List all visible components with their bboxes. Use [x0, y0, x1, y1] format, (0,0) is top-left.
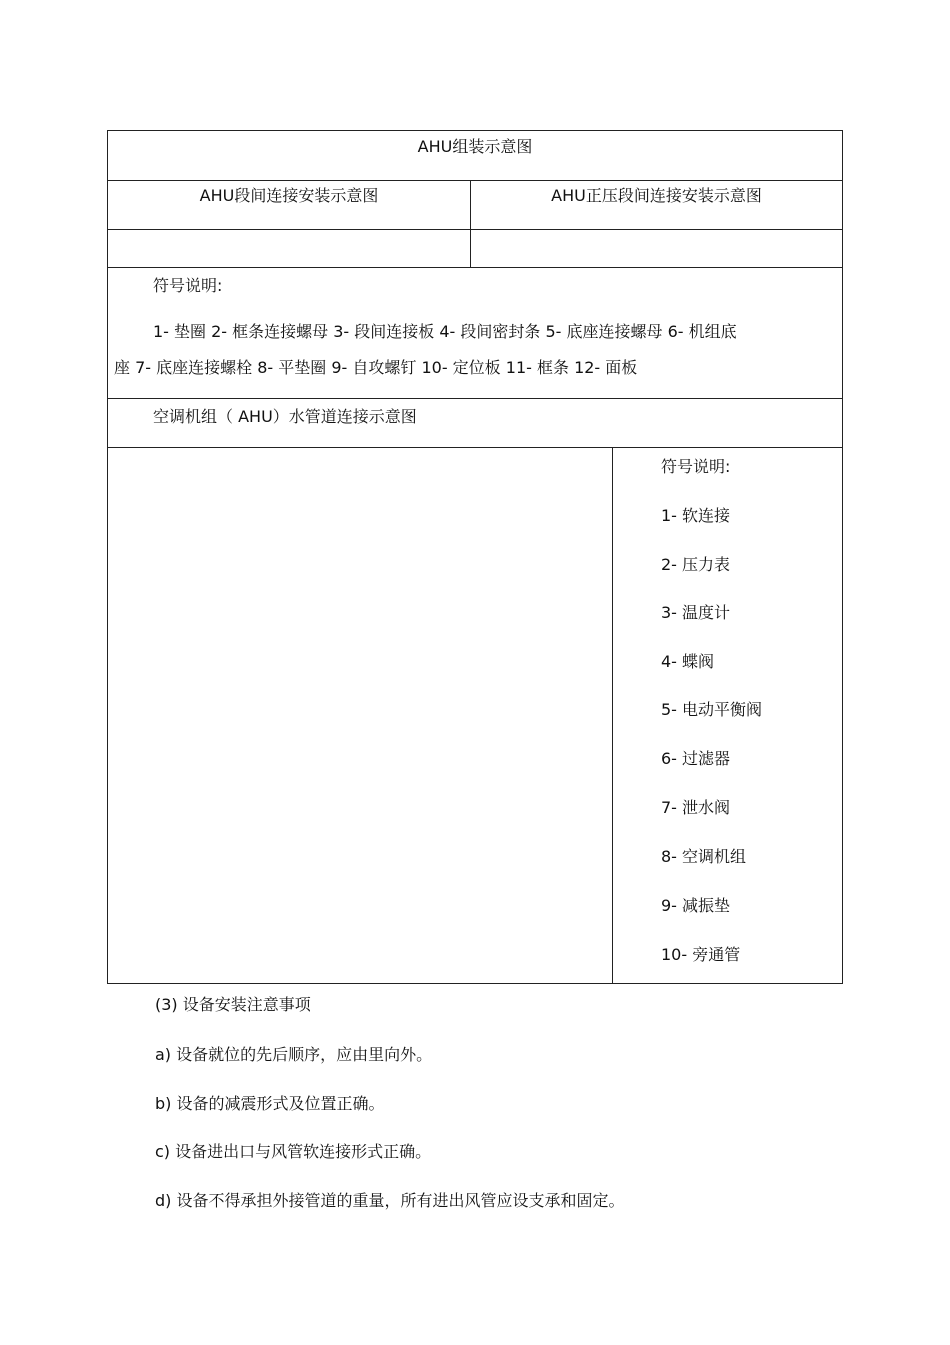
legend-item: 3- 温度计 — [661, 603, 731, 622]
legend-item: 2- 压力表 — [661, 555, 731, 574]
left-subtitle: AHU段间连接安装示意图 — [199, 186, 379, 205]
symbols-line-2: 座 7- 底座连接螺栓 8- 平垫圈 9- 自攻螺钉 10- 定位板 11- 框条 12- 面板 — [114, 358, 638, 377]
symbols-heading: 符号说明: — [153, 276, 223, 295]
symbols-line-1: 1- 垫圈 2- 框条连接螺母 3- 段间连接板 4- 段间密封条 5- 底座连接螺母 6- 机组底 — [153, 322, 737, 341]
note-item: a) 设备就位的先后顺序，应由里向外。 — [155, 1045, 433, 1064]
row-divider — [108, 398, 842, 399]
note-item: c) 设备进出口与风管软连接形式正确。 — [155, 1142, 432, 1161]
legend-item: 9- 减振垫 — [661, 896, 731, 915]
legend-item: 7- 泄水阀 — [661, 798, 731, 817]
row-divider — [108, 267, 842, 268]
legend-item: 8- 空调机组 — [661, 847, 747, 866]
note-item: d) 设备不得承担外接管道的重量，所有进出风管应设支承和固定。 — [155, 1191, 625, 1210]
legend-item: 4- 蝶阀 — [661, 652, 715, 671]
row-divider — [108, 447, 842, 448]
assembly-title: AHU组装示意图 — [417, 137, 533, 156]
legend-item: 6- 过滤器 — [661, 749, 731, 768]
legend-item: 1- 软连接 — [661, 506, 731, 525]
right-subtitle: AHU正压段间连接安装示意图 — [551, 186, 762, 205]
legend-heading: 符号说明: — [661, 457, 731, 476]
legend-item: 5- 电动平衡阀 — [661, 700, 763, 719]
legend-item: 10- 旁通管 — [661, 945, 741, 964]
note-item: b) 设备的减震形式及位置正确。 — [155, 1094, 385, 1113]
column-divider — [612, 447, 613, 984]
row-divider — [108, 229, 842, 230]
row-divider — [108, 180, 842, 181]
installation-table — [107, 130, 843, 984]
notes-heading: (3) 设备安装注意事项 — [155, 995, 311, 1014]
water-pipe-title: 空调机组（ AHU）水管道连接示意图 — [153, 407, 417, 426]
